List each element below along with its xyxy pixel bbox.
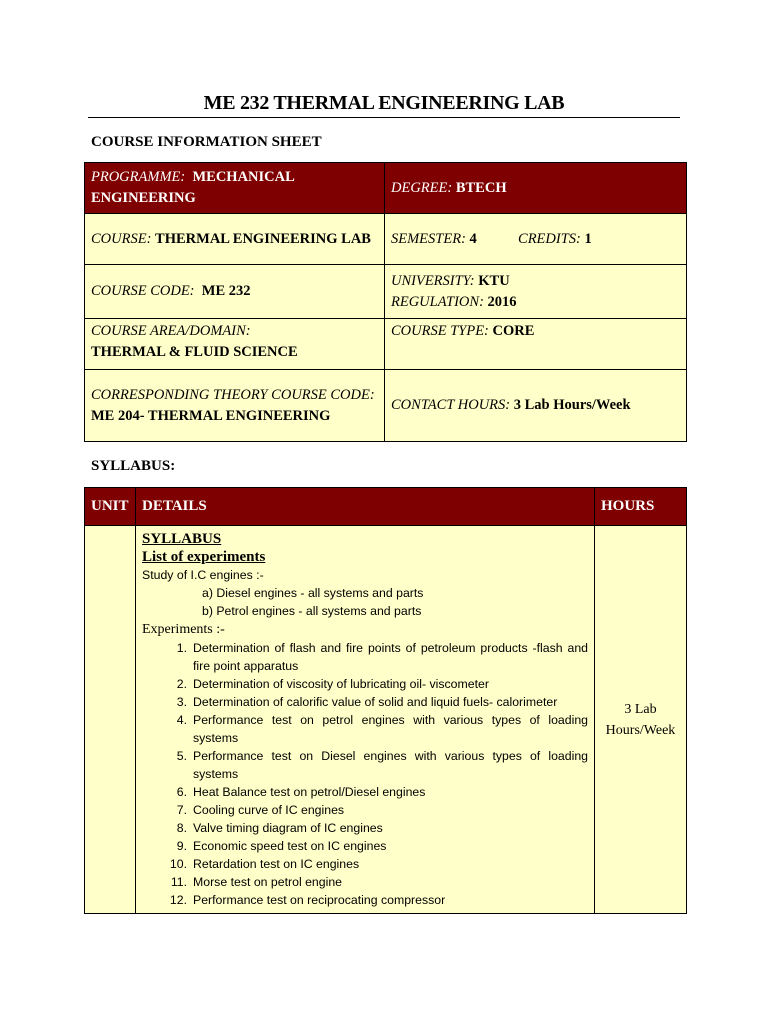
list-item bbox=[142, 837, 588, 855]
item-number: 11. bbox=[170, 875, 187, 889]
course-label: COURSE: bbox=[91, 230, 152, 247]
degree-value: BTECH bbox=[455, 179, 507, 196]
programme-cell bbox=[85, 163, 385, 214]
item-text: Performance test on Diesel engines with various types of loading systems bbox=[193, 749, 588, 781]
list-item bbox=[142, 891, 588, 909]
course-type-value: CORE bbox=[492, 323, 535, 339]
info-row-code bbox=[85, 265, 687, 319]
course-area-label: COURSE AREA/DOMAIN: bbox=[91, 323, 251, 339]
course-code-value: ME 232 bbox=[201, 283, 251, 299]
course-code-cell bbox=[85, 265, 385, 319]
experiments-list bbox=[142, 639, 588, 909]
item-number: 7. bbox=[176, 803, 187, 817]
item-text: Valve timing diagram of IC engines bbox=[193, 821, 383, 835]
list-item bbox=[142, 855, 588, 873]
contact-hours-cell bbox=[385, 370, 687, 442]
item-number: 8. bbox=[176, 821, 187, 835]
credits-label: CREDITS: bbox=[518, 230, 581, 247]
info-row-course bbox=[85, 214, 687, 265]
theory-course-cell bbox=[85, 370, 385, 442]
university-label: UNIVERSITY: bbox=[391, 272, 475, 289]
course-info-table bbox=[84, 162, 687, 442]
header-hours: HOURS bbox=[595, 488, 687, 526]
semester-value: 4 bbox=[469, 230, 477, 247]
item-number: 10. bbox=[169, 857, 187, 871]
course-code-label: COURSE CODE: bbox=[91, 283, 195, 299]
item-number: 12. bbox=[169, 893, 187, 907]
degree-cell bbox=[385, 163, 687, 214]
item-number: 5. bbox=[176, 749, 187, 763]
item-text: Retardation test on IC engines bbox=[193, 857, 360, 871]
course-area-cell bbox=[85, 319, 385, 370]
semester-label: SEMESTER: bbox=[391, 230, 466, 247]
theory-course-label: CORRESPONDING THEORY COURSE CODE: bbox=[91, 386, 375, 403]
course-type-label: COURSE TYPE: bbox=[391, 323, 489, 339]
course-cell bbox=[85, 214, 385, 265]
degree-label: DEGREE: bbox=[391, 179, 453, 196]
item-number: 1. bbox=[176, 641, 187, 655]
item-number: 9. bbox=[176, 839, 187, 853]
list-item bbox=[142, 675, 588, 693]
list-item bbox=[142, 747, 588, 783]
university-regulation-cell bbox=[385, 265, 687, 319]
syllabus-table bbox=[84, 487, 687, 914]
page-title: ME 232 THERMAL ENGINEERING LAB bbox=[203, 92, 565, 114]
course-value: THERMAL ENGINEERING LAB bbox=[155, 230, 371, 247]
programme-label: PROGRAMME: bbox=[91, 169, 186, 185]
experiments-heading: Experiments :- bbox=[142, 622, 225, 637]
item-number: 3. bbox=[176, 695, 187, 709]
item-number: 6. bbox=[176, 785, 187, 799]
list-item bbox=[142, 639, 588, 675]
info-row-programme bbox=[85, 163, 687, 214]
unit-cell bbox=[85, 526, 136, 914]
item-text: Heat Balance test on petrol/Diesel engines bbox=[193, 785, 426, 799]
item-number: 4. bbox=[176, 713, 187, 727]
list-item bbox=[142, 711, 588, 747]
title-underline bbox=[88, 117, 680, 118]
header-details: DETAILS bbox=[136, 488, 595, 526]
section-heading-syllabus: SYLLABUS: bbox=[91, 458, 176, 474]
details-cell bbox=[136, 526, 595, 914]
section-heading-course-info: COURSE INFORMATION SHEET bbox=[91, 134, 322, 150]
item-text: Morse test on petrol engine bbox=[193, 875, 343, 889]
study-line: Study of I.C engines :- bbox=[142, 568, 264, 582]
item-text: Determination of calorific value of solid and liquid fuels- calorimeter bbox=[193, 695, 558, 709]
semester-credits-cell bbox=[385, 214, 687, 265]
theory-course-value: ME 204- THERMAL ENGINEERING bbox=[91, 407, 331, 424]
item-text: Performance test on reciprocating compressor bbox=[193, 893, 446, 907]
header-unit: UNIT bbox=[85, 488, 136, 526]
university-value: KTU bbox=[478, 272, 510, 289]
item-text: Determination of flash and fire points of petroleum products -flash and fire point apparatus bbox=[193, 641, 588, 673]
regulation-value: 2016 bbox=[487, 293, 517, 310]
item-text: Economic speed test on IC engines bbox=[193, 839, 387, 853]
hours-cell: 3 Lab Hours/Week bbox=[595, 526, 687, 914]
syllabus-header-row bbox=[85, 488, 687, 526]
item-text: Cooling curve of IC engines bbox=[193, 803, 345, 817]
item-text: Determination of viscosity of lubricating oil- viscometer bbox=[193, 677, 489, 691]
course-area-value: THERMAL & FLUID SCIENCE bbox=[91, 344, 298, 360]
course-type-cell bbox=[385, 319, 687, 370]
syllabus-heading: SYLLABUS bbox=[142, 531, 222, 547]
contact-hours-label: CONTACT HOURS: bbox=[391, 397, 511, 413]
list-item bbox=[142, 693, 588, 711]
list-item bbox=[142, 801, 588, 819]
study-item: b) Petrol engines - all systems and parts bbox=[202, 604, 422, 618]
list-item bbox=[142, 819, 588, 837]
credits-value: 1 bbox=[584, 230, 592, 247]
contact-hours-value: 3 Lab Hours/Week bbox=[513, 397, 631, 413]
list-item bbox=[142, 873, 588, 891]
info-row-area bbox=[85, 319, 687, 370]
study-item: a) Diesel engines - all systems and parts bbox=[202, 586, 424, 600]
experiments-list-heading: List of experiments bbox=[142, 549, 266, 565]
syllabus-body-row bbox=[85, 526, 687, 914]
item-text: Performance test on petrol engines with various types of loading systems bbox=[193, 713, 588, 745]
list-item bbox=[142, 783, 588, 801]
regulation-label: REGULATION: bbox=[391, 293, 484, 310]
info-row-theory bbox=[85, 370, 687, 442]
programme-value: MECHANICAL ENGINEERING bbox=[91, 169, 294, 206]
item-number: 2. bbox=[176, 677, 187, 691]
